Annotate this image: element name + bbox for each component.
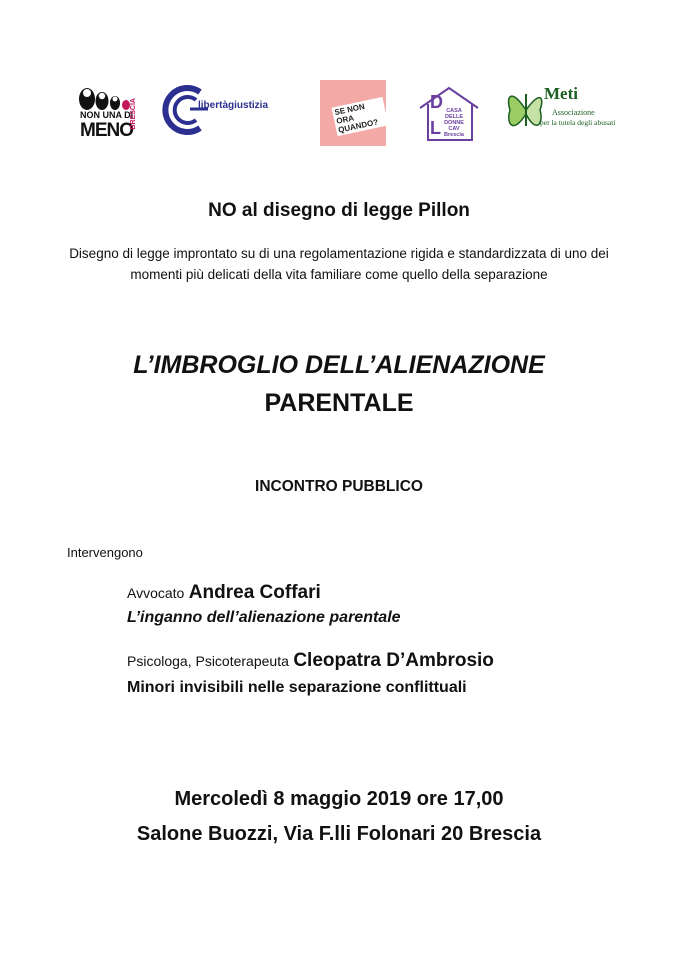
logo-quando-text: SE NON ORA QUANDO? bbox=[332, 97, 389, 136]
logo-meti-name: Meti bbox=[544, 84, 578, 103]
main-title bbox=[0, 346, 678, 422]
butterfly-icon bbox=[506, 80, 546, 140]
speaker-1-talk: L’inganno dell’alienazione parentale bbox=[127, 609, 401, 626]
intervengono-label: Intervengono bbox=[67, 545, 143, 560]
logo-liberta-giustizia bbox=[160, 82, 300, 138]
logo-casa-line4: CAV Brescia bbox=[444, 126, 464, 138]
matryoshka-icon bbox=[78, 80, 138, 110]
speaker-1-name: Andrea Coffari bbox=[188, 582, 321, 603]
logo-meti-line1: Associazione bbox=[552, 108, 595, 117]
subtitle: Disegno di legge improntato su di una regolamentazione rigida e standardizzata di uno dei momenti più delicati della vita familiare come quello della separazione bbox=[69, 246, 609, 282]
speaker-2-name: Cleopatra D’Ambrosio bbox=[293, 650, 494, 671]
main-title-line1: L’IMBROGLIO DELL’ALIENAZIONE bbox=[133, 351, 545, 379]
heading: NO al disegno di legge Pillon bbox=[208, 200, 470, 221]
logo-casa-line3: DONNE bbox=[444, 120, 464, 126]
event-place: Salone Buozzi, Via F.lli Folonari 20 Brescia bbox=[136, 823, 542, 845]
logos-row bbox=[0, 78, 678, 150]
svg-text:D: D bbox=[430, 92, 443, 112]
speaker-1-role: Avvocato bbox=[127, 585, 185, 601]
logo-nonuna-line1: NON UNA DI bbox=[80, 110, 134, 120]
logo-liberta-text: libertàgiustizia bbox=[198, 100, 269, 111]
logo-meti-line2: per la tutela degli abusati bbox=[540, 118, 616, 127]
event-date: Mercoledì 8 maggio 2019 ore 17,00 bbox=[174, 788, 504, 810]
logo-casa-text bbox=[443, 108, 465, 138]
logo-se-non-ora-quando bbox=[320, 80, 386, 146]
logo-nonuna-line2: MENO bbox=[80, 120, 133, 141]
speaker-1 bbox=[127, 582, 321, 604]
logo-non-una-di-meno bbox=[78, 80, 140, 146]
main-title-line2: PARENTALE bbox=[264, 389, 414, 417]
speaker-2 bbox=[127, 650, 494, 672]
speaker-2-role: Psicologa, Psicoterapeuta bbox=[127, 653, 289, 669]
speaker-2-talk: Minori invisibili nelle separazione conflittuali bbox=[127, 679, 467, 696]
logo-nonuna-line3: BRESCIA bbox=[130, 98, 137, 130]
event-type: INCONTRO PUBBLICO bbox=[255, 478, 423, 495]
logo-casa-line2: DELLE bbox=[444, 114, 464, 120]
logo-casa-delle-donne bbox=[416, 84, 482, 144]
svg-text:L: L bbox=[430, 118, 441, 138]
logo-meti bbox=[506, 80, 616, 146]
logo-casa-line1: CASA bbox=[446, 108, 462, 114]
